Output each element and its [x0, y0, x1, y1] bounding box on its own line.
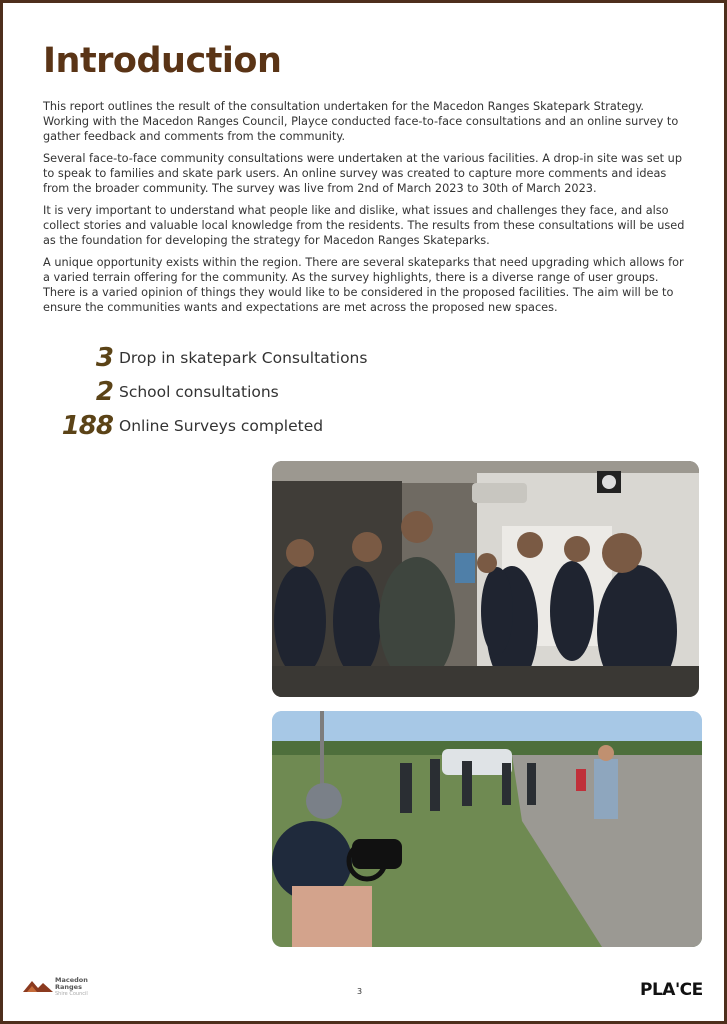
page-number: 3: [357, 987, 363, 996]
stat-item: [55, 377, 455, 414]
paragraph: It is very important to understand what people like and dislike, what issues and challenges they face, and also collect stories and valuable local knowledge from the residents. The results from these consultations will be used as the foundation for developing the strategy for Macedon Ranges Skateparks.: [43, 204, 685, 247]
stat-item: [55, 411, 455, 448]
consultation-stats: [55, 343, 455, 448]
stat-number: 3: [95, 343, 113, 373]
stat-number: 188: [61, 411, 113, 441]
paragraph: Several face-to-face community consultations were undertaken at the various facilities. A drop-in site was set up to speak to families and skate park users. An online survey was created to capture more comments and ideas from the broader community. The survey was live from 2nd of March 2023 to 30th of March 2023.: [43, 152, 682, 195]
intro-body: [43, 99, 693, 322]
stat-label: School consultations: [119, 383, 279, 401]
council-subtitle: Shire Council: [55, 991, 88, 997]
page-title: Introduction: [43, 41, 282, 81]
classroom-consultation-photo: [272, 461, 699, 697]
stat-label: Drop in skatepark Consultations: [119, 349, 368, 367]
council-name: [55, 977, 88, 998]
paragraph: This report outlines the result of the consultation undertaken for the Macedon Ranges Skatepark Strategy. Working with the Macedon Ranges Council, Playce conducted face-to-face consultations and an online survey to gather feedback and comments from the community.: [43, 100, 679, 143]
playce-logo: PLA'CE: [640, 980, 703, 1000]
stat-label: Online Surveys completed: [119, 417, 324, 435]
council-name-line: Ranges: [55, 983, 82, 991]
stat-item: [55, 343, 455, 380]
council-name-line: Macedon: [55, 976, 88, 984]
paragraph: A unique opportunity exists within the region. There are several skateparks that need upgrading which allows for a varied terrain offering for the community. As the survey highlights, there is a diverse range of user groups. There is a varied opinion of things they would like to be considered in the proposed facilities. The aim will be to ensure the communities wants and expectations are met across the proposed new spaces.: [43, 256, 684, 314]
outdoor-consultation-photo: [272, 711, 702, 947]
stat-number: 2: [95, 377, 113, 407]
